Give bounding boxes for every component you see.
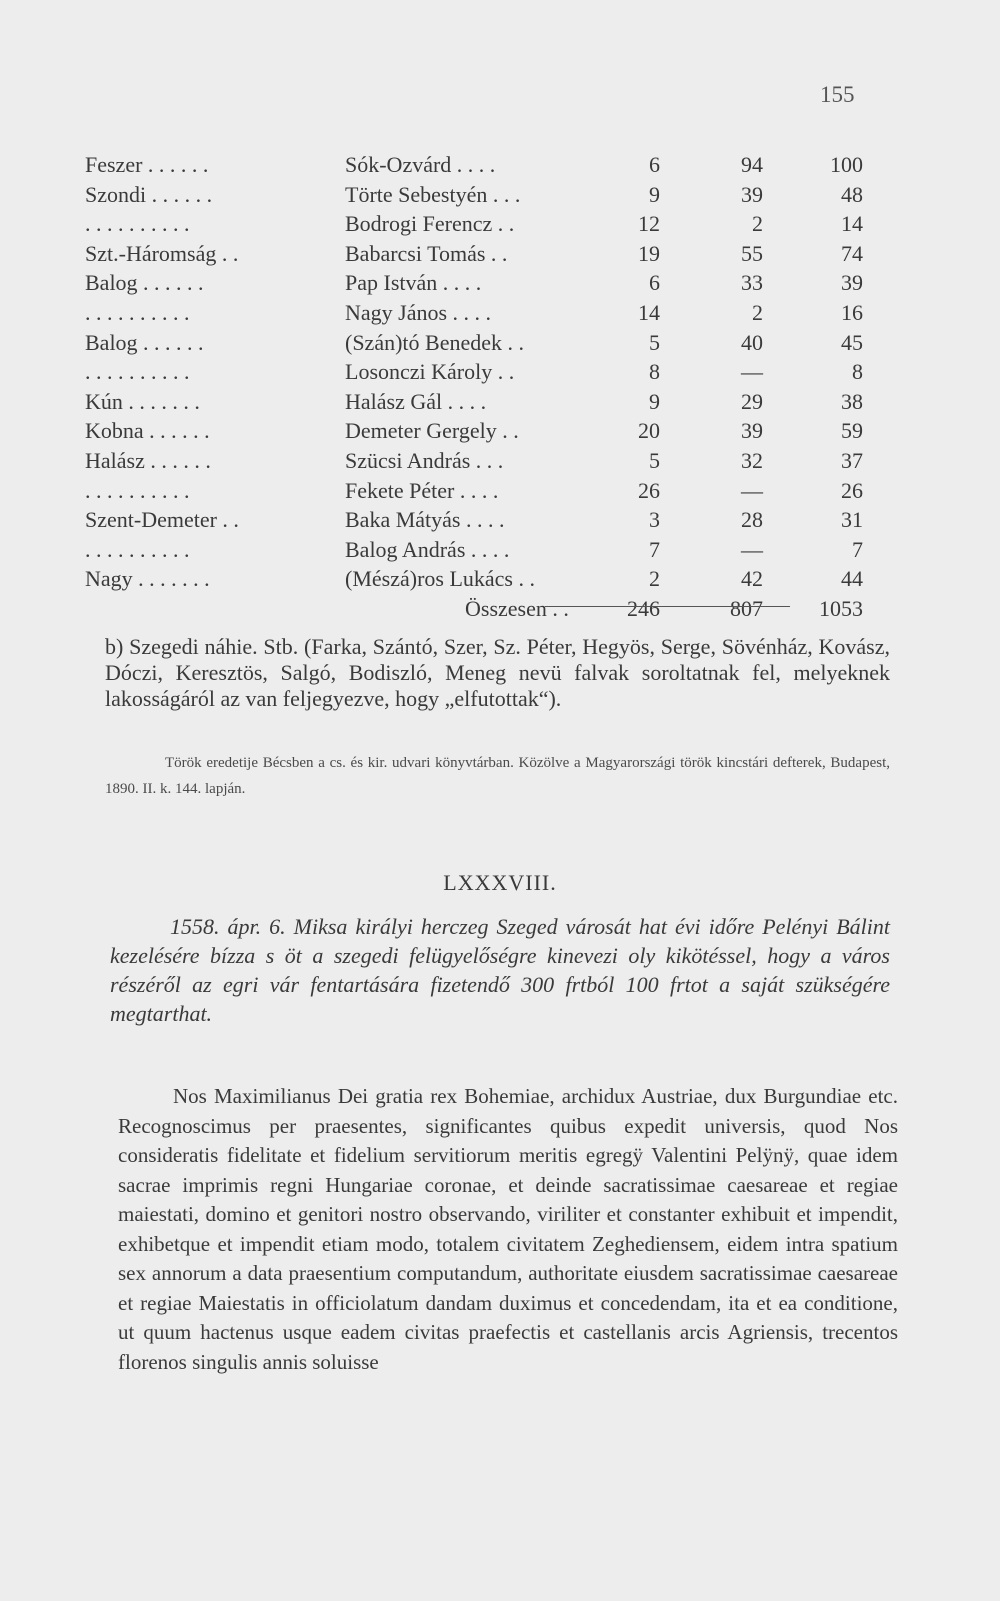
row-count-2: 29 bbox=[741, 388, 763, 414]
row-total: 14 bbox=[841, 211, 863, 237]
row-count-2: — bbox=[741, 359, 763, 385]
row-place: Halász . . . . . . bbox=[85, 447, 211, 473]
paragraph-b: b) Szegedi náhie. Stb. (Farka, Szántó, Szer, Sz. Péter, Hegyös, Serge, Sövénház, Kovász, Dóczi, Keresztös, Salgó, Bodiszló, Meneg nevü falvak soroltatnak fel, melyeknek lakosságáról az van feljegyezve, hogy „elfutottak“). bbox=[105, 634, 890, 711]
row-place: . . . . . . . . . . bbox=[85, 536, 190, 562]
row-count-2: — bbox=[741, 477, 763, 503]
row-total: 74 bbox=[841, 240, 863, 266]
row-count-1: 14 bbox=[638, 299, 660, 325]
table-row bbox=[85, 209, 885, 239]
table-row bbox=[85, 505, 885, 535]
row-name: Pap István . . . . bbox=[345, 270, 482, 296]
row-place: Kún . . . . . . . bbox=[85, 388, 200, 414]
total-count-1: 246 bbox=[627, 595, 660, 621]
row-place: Szt.-Háromság . . bbox=[85, 240, 239, 266]
row-place: Balog . . . . . . bbox=[85, 270, 204, 296]
table-row bbox=[85, 180, 885, 210]
latin-text: Nos Maximilianus Dei gratia rex Bohemiae, archidux Austriae, dux Burgundiae etc. Recognoscimus per praesentes, significantes quibus expedit universis, quod Nos consideratis fidelitate et fidelium servitiorum meritis egregÿ Valentini Pelÿnÿ, quae idem sacrae imprimis regni Hungariae coronae, et deinde sacratissimae caesareae et regiae maiestati, domino et genitori nostro observando, viriliter et constanter exhibuit et impendit, exhibetque et impendit etiam modo, totalem civitatem Zeghediensem, eidem intra spatium sex annorum a data praesentium computandum, authoritate eiusdem sacratissimae caesareae et regiae Maiestatis in officiolatum dandam duximus et concedendam, ita et ea conditione, ut quum hactenus usque eadem civitas praefectis et castellanis arcis Agriensis, trecentos florenos singulis annis soluisse bbox=[118, 1084, 898, 1374]
row-name: Sók-Ozvárd . . . . bbox=[345, 152, 496, 177]
row-name: Balog András . . . . bbox=[345, 536, 510, 562]
row-count-2: 2 bbox=[752, 211, 763, 237]
census-table bbox=[85, 150, 885, 624]
row-count-2: 32 bbox=[741, 447, 763, 473]
table-row bbox=[85, 564, 885, 594]
table-row bbox=[85, 239, 885, 269]
row-count-2: — bbox=[741, 536, 763, 562]
table-row bbox=[85, 387, 885, 417]
row-total: 48 bbox=[841, 181, 863, 207]
row-total: 59 bbox=[841, 418, 863, 444]
row-place: Szondi . . . . . . bbox=[85, 181, 213, 207]
row-name: Losonczi Károly . . bbox=[345, 359, 515, 385]
row-count-2: 39 bbox=[741, 181, 763, 207]
row-total: 31 bbox=[841, 507, 863, 533]
row-count-2: 28 bbox=[741, 507, 763, 533]
row-count-1: 5 bbox=[649, 447, 660, 473]
row-count-1: 2 bbox=[649, 566, 660, 592]
row-count-1: 7 bbox=[649, 536, 660, 562]
page-number: 155 bbox=[820, 82, 855, 107]
row-place: Szent-Demeter . . bbox=[85, 507, 239, 533]
row-name: Bodrogi Ferencz . . bbox=[345, 211, 515, 237]
total-count-2: 807 bbox=[730, 595, 763, 621]
row-place: . . . . . . . . . . bbox=[85, 477, 190, 503]
row-total: 45 bbox=[841, 329, 863, 355]
table-row bbox=[85, 150, 885, 180]
sum-rule bbox=[545, 606, 790, 607]
row-name: Fekete Péter . . . . bbox=[345, 477, 499, 503]
row-place: Nagy . . . . . . . bbox=[85, 566, 210, 592]
row-count-2: 40 bbox=[741, 329, 763, 355]
regest bbox=[110, 912, 890, 1028]
row-place: Feszer . . . . . . bbox=[85, 152, 209, 177]
row-count-1: 19 bbox=[638, 240, 660, 266]
row-count-2: 55 bbox=[741, 240, 763, 266]
row-name: Babarcsi Tomás . . bbox=[345, 240, 508, 266]
total-label: Összesen . . bbox=[465, 595, 569, 621]
row-total: 26 bbox=[841, 477, 863, 503]
table-row bbox=[85, 535, 885, 565]
latin-text-block bbox=[118, 1082, 898, 1377]
row-total: 16 bbox=[841, 299, 863, 325]
regest-text: 1558. ápr. 6. Miksa királyi herczeg Szeged városát hat évi időre Pelényi Bálint kezelésére bízza s öt a szegedi felügyelőségre kinevezi oly kikötéssel, hogy a város részéről az egri vár fentartására fizetendő 300 frtból 100 frtot a saját szükségére megtarthat. bbox=[110, 914, 890, 1026]
row-total: 38 bbox=[841, 388, 863, 414]
row-name: (Szán)tó Benedek . . bbox=[345, 329, 524, 355]
row-total: 7 bbox=[852, 536, 863, 562]
row-count-1: 3 bbox=[649, 507, 660, 533]
row-place: Balog . . . . . . bbox=[85, 329, 204, 355]
row-total: 8 bbox=[852, 359, 863, 385]
row-count-2: 42 bbox=[741, 566, 763, 592]
table-row bbox=[85, 446, 885, 476]
row-count-1: 26 bbox=[638, 477, 660, 503]
row-count-1: 5 bbox=[649, 329, 660, 355]
row-name: Nagy János . . . . bbox=[345, 299, 492, 325]
row-total: 44 bbox=[841, 566, 863, 592]
row-count-2: 39 bbox=[741, 418, 763, 444]
table-row bbox=[85, 476, 885, 506]
row-place: Kobna . . . . . . bbox=[85, 418, 210, 444]
table-row bbox=[85, 416, 885, 446]
total-row bbox=[85, 594, 885, 624]
row-name: Baka Mátyás . . . . bbox=[345, 507, 505, 533]
row-count-1: 6 bbox=[649, 270, 660, 296]
section-title: LXXXVIII. bbox=[443, 870, 557, 895]
row-count-1: 12 bbox=[638, 211, 660, 237]
row-total: 37 bbox=[841, 447, 863, 473]
row-name: Demeter Gergely . . bbox=[345, 418, 519, 444]
row-place: . . . . . . . . . . bbox=[85, 299, 190, 325]
row-total: 100 bbox=[830, 152, 863, 177]
row-count-2: 94 bbox=[741, 152, 763, 177]
row-count-1: 9 bbox=[649, 181, 660, 207]
row-count-2: 33 bbox=[741, 270, 763, 296]
table-row bbox=[85, 328, 885, 358]
row-name: (Mészá)ros Lukács . . bbox=[345, 566, 535, 592]
row-place: . . . . . . . . . . bbox=[85, 359, 190, 385]
row-count-1: 8 bbox=[649, 359, 660, 385]
table-row bbox=[85, 298, 885, 328]
row-count-1: 20 bbox=[638, 418, 660, 444]
source-note bbox=[105, 750, 890, 802]
row-count-1: 9 bbox=[649, 388, 660, 414]
row-place: . . . . . . . . . . bbox=[85, 211, 190, 237]
table-row bbox=[85, 268, 885, 298]
row-name: Szücsi András . . . bbox=[345, 447, 504, 473]
row-count-1: 6 bbox=[649, 152, 660, 177]
row-name: Törte Sebestyén . . . bbox=[345, 181, 521, 207]
table-row bbox=[85, 357, 885, 387]
row-count-2: 2 bbox=[752, 299, 763, 325]
row-total: 39 bbox=[841, 270, 863, 296]
source-note-text: Török eredetije Bécsben a cs. és kir. udvari könyvtárban. Közölve a Magyarországi török kincstári defterek, Budapest, 1890. II. k. 144. lapján. bbox=[105, 755, 890, 797]
row-name: Halász Gál . . . . bbox=[345, 388, 487, 414]
total-sum: 1053 bbox=[819, 595, 863, 621]
